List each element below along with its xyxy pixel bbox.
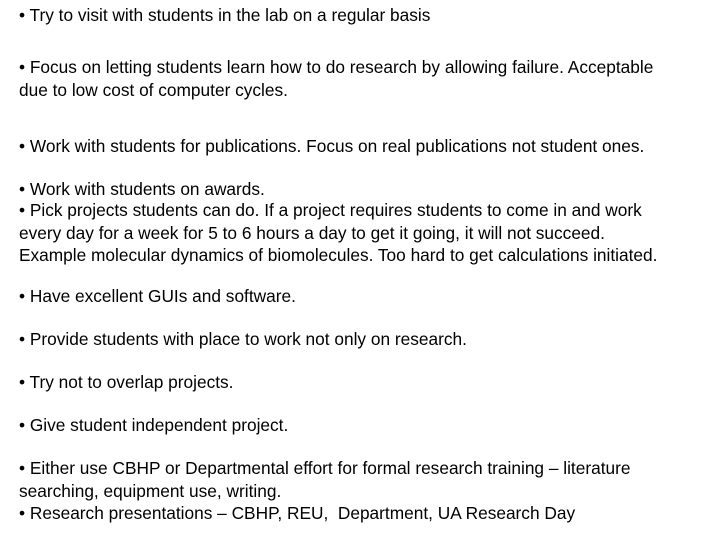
bullet-line: • Focus on letting students learn how to do research by allowing failure. Acceptable — [19, 57, 654, 77]
bullet-awards — [19, 178, 709, 201]
bullet-line: • Give student independent project. — [19, 415, 289, 435]
bullet-allow-failure — [19, 56, 709, 101]
bullet-lab-visits — [19, 4, 709, 27]
bullet-line: • Have excellent GUIs and software. — [19, 286, 296, 306]
bullet-line: • Work with students for publications. Focus on real publications not student ones. — [19, 136, 645, 156]
bullet-no-overlap — [19, 371, 709, 394]
bullet-line: • Either use CBHP or Departmental effort for formal research training – literature — [19, 458, 631, 478]
bullet-line: due to low cost of computer cycles. — [19, 79, 288, 100]
bullet-line: • Provide students with place to work not only on research. — [19, 329, 467, 349]
bullet-line: • Research presentations – CBHP, REU, Department, UA Research Day — [19, 503, 576, 523]
bullet-line: • Try not to overlap projects. — [19, 372, 234, 392]
bullet-line: • Try to visit with students in the lab on a regular basis — [19, 5, 431, 25]
bullet-publications — [19, 135, 709, 158]
bullet-pick-projects — [19, 199, 709, 267]
bullet-line: searching, equipment use, writing. — [19, 480, 282, 501]
bullet-research-training — [19, 457, 709, 525]
bullet-line: every day for a week for 5 to 6 hours a day to get it going, it will not succeed. — [19, 222, 605, 243]
bullet-workplace — [19, 328, 709, 351]
bullet-line: • Pick projects students can do. If a project requires students to come in and work — [19, 200, 642, 220]
bullet-independent-project — [19, 414, 709, 437]
bullet-guis — [19, 285, 709, 308]
bullet-line: Example molecular dynamics of biomolecules. Too hard to get calculations initiated. — [19, 245, 658, 265]
bullet-line: • Work with students on awards. — [19, 179, 265, 199]
